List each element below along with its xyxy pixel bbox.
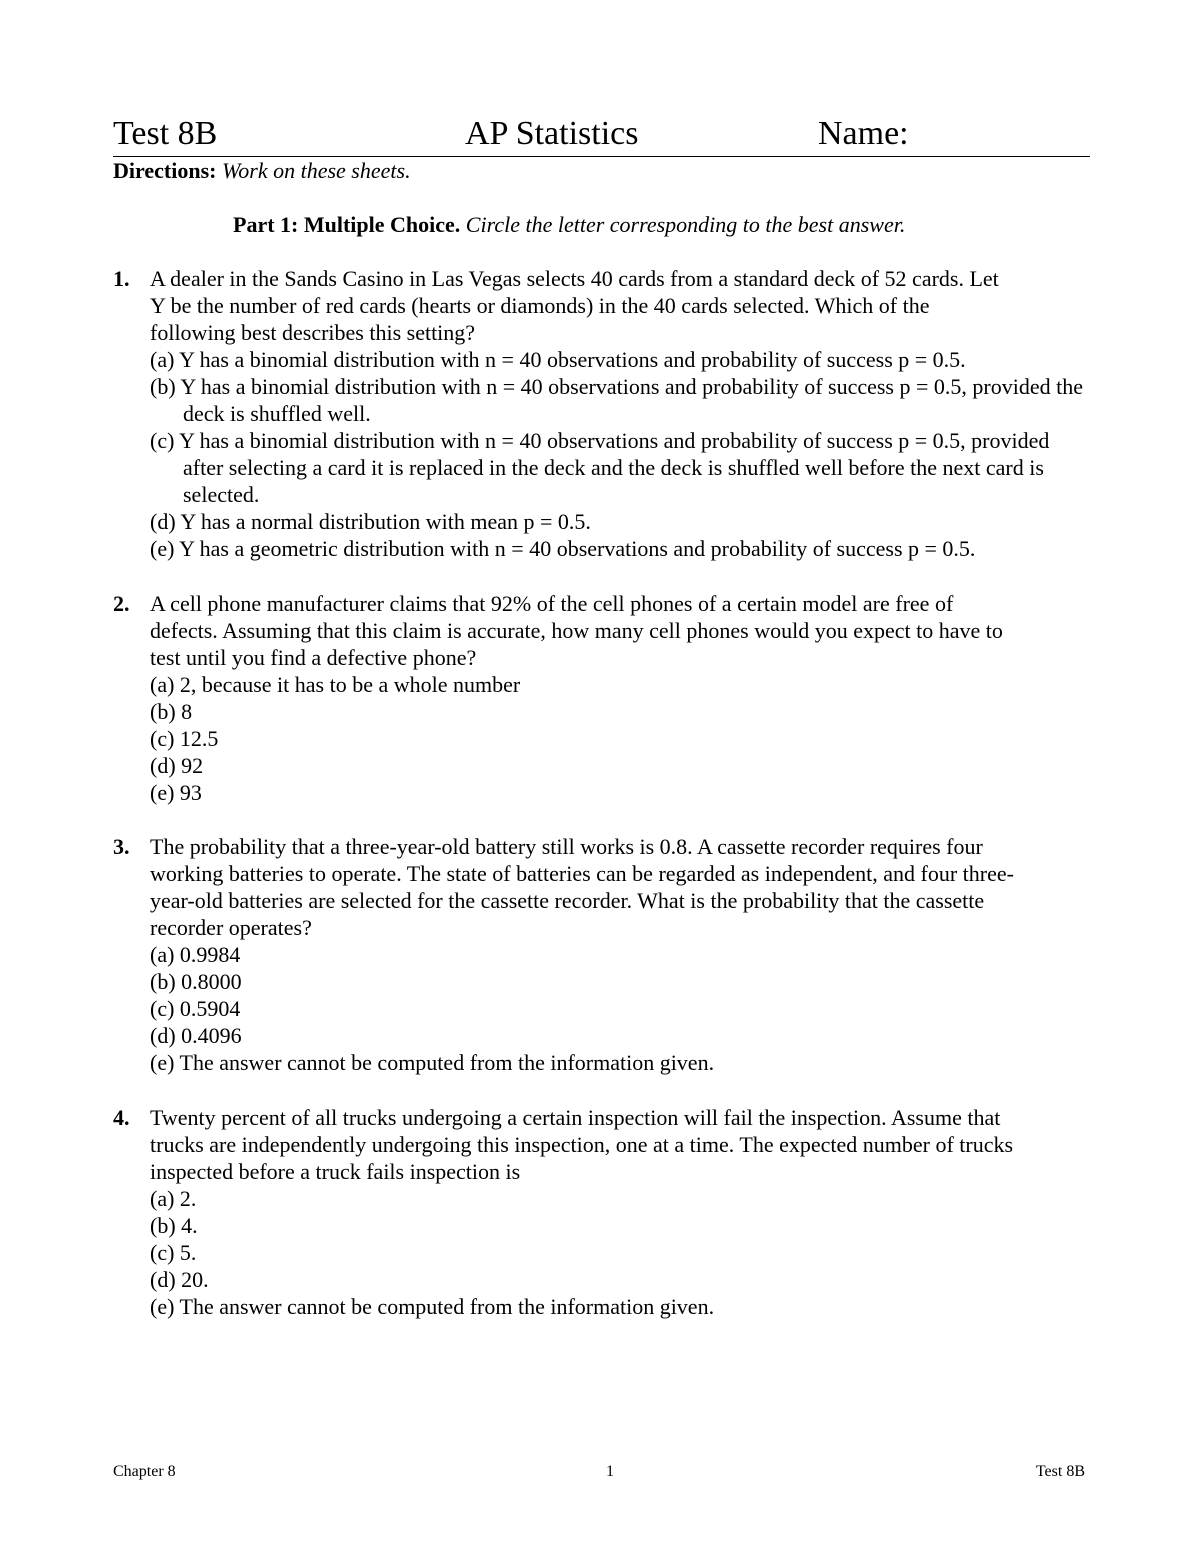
question-stem-line: test until you find a defective phone? xyxy=(150,645,477,670)
question-number: 4. xyxy=(113,1105,130,1130)
question-stem-line: year-old batteries are selected for the cassette recorder. What is the probability that the cassette xyxy=(150,888,985,913)
question-stem-line: trucks are independently undergoing this inspection, one at a time. The expected number of trucks xyxy=(150,1132,1014,1157)
question-stem-line: following best describes this setting? xyxy=(150,320,476,345)
answer-choice[interactable]: (a) 0.9984 xyxy=(150,942,241,967)
course-title: AP Statistics xyxy=(465,115,639,152)
answer-choice[interactable]: (e) The answer cannot be computed from the information given. xyxy=(150,1294,715,1319)
answer-choice[interactable]: (e) Y has a geometric distribution with n = 40 observations and probability of success p = 0.5. xyxy=(150,536,976,561)
answer-choice[interactable]: (e) The answer cannot be computed from the information given. xyxy=(150,1050,715,1075)
question-number: 1. xyxy=(113,266,130,291)
answer-choice[interactable]: (d) Y has a normal distribution with mean p = 0.5. xyxy=(150,509,591,534)
answer-choice[interactable]: (b) Y has a binomial distribution with n = 40 observations and probability of success p = 0.5, provided the deck is shuffled well. xyxy=(150,374,1083,426)
directions-label: Directions: xyxy=(113,158,217,183)
question-stem-line: Twenty percent of all trucks undergoing a certain inspection will fail the inspection. Assume that xyxy=(150,1105,1001,1130)
name-label: Name: xyxy=(818,115,909,152)
question-body xyxy=(150,1104,1090,1320)
question-stem-line: The probability that a three-year-old battery still works is 0.8. A cassette recorder requires four xyxy=(150,834,983,859)
directions xyxy=(113,157,411,185)
answer-choice[interactable]: (b) 0.8000 xyxy=(150,969,242,994)
question-body xyxy=(150,590,1090,806)
question-stem-line: inspected before a truck fails inspection is xyxy=(150,1159,521,1184)
answer-choice[interactable]: (b) 8 xyxy=(150,699,193,724)
answer-choice[interactable]: (c) 5. xyxy=(150,1240,197,1265)
answer-choice[interactable]: (d) 92 xyxy=(150,753,204,778)
question-stem-line: A dealer in the Sands Casino in Las Vegas selects 40 cards from a standard deck of 52 cards. Let xyxy=(150,266,999,291)
answer-choice[interactable]: (d) 0.4096 xyxy=(150,1023,242,1048)
question-body xyxy=(150,265,1090,562)
footer-chapter: Chapter 8 xyxy=(113,1463,176,1480)
answer-choice[interactable]: (a) 2. xyxy=(150,1186,197,1211)
question-body xyxy=(150,833,1090,1076)
answer-choice[interactable]: (b) 4. xyxy=(150,1213,198,1238)
answer-choice[interactable]: (c) 12.5 xyxy=(150,726,219,751)
answer-choice[interactable]: (c) 0.5904 xyxy=(150,996,241,1021)
part-heading xyxy=(233,211,905,239)
question-stem-line: working batteries to operate. The state of batteries can be regarded as independent, and four three- xyxy=(150,861,1014,886)
answer-choice[interactable]: (d) 20. xyxy=(150,1267,209,1292)
part-instruction: Circle the letter corresponding to the best answer. xyxy=(465,212,906,237)
answer-choice[interactable]: (a) 2, because it has to be a whole number xyxy=(150,672,521,697)
footer-test: Test 8B xyxy=(1035,1463,1085,1480)
question-stem-line: Y be the number of red cards (hearts or diamonds) in the 40 cards selected. Which of the xyxy=(150,293,930,318)
test-title: Test 8B xyxy=(113,115,218,152)
footer-page-number: 1 xyxy=(606,1463,614,1480)
question-stem-line: defects. Assuming that this claim is accurate, how many cell phones would you expect to have to xyxy=(150,618,1003,643)
part-label: Part 1: Multiple Choice. xyxy=(233,212,461,237)
question-number: 3. xyxy=(113,834,130,859)
directions-text: Work on these sheets. xyxy=(221,158,411,183)
question-stem-line: A cell phone manufacturer claims that 92% of the cell phones of a certain model are free of xyxy=(150,591,954,616)
page-header xyxy=(113,112,1090,157)
answer-choice[interactable]: (e) 93 xyxy=(150,780,202,805)
answer-choice[interactable]: (a) Y has a binomial distribution with n = 40 observations and probability of success p = 0.5. xyxy=(150,347,966,372)
question-stem-line: recorder operates? xyxy=(150,915,312,940)
answer-choice[interactable]: (c) Y has a binomial distribution with n = 40 observations and probability of success p = 0.5, provided after selecting a card it is replaced in the deck and the deck is shuffled well before the next card is selected. xyxy=(150,428,1050,507)
question-number: 2. xyxy=(113,591,130,616)
